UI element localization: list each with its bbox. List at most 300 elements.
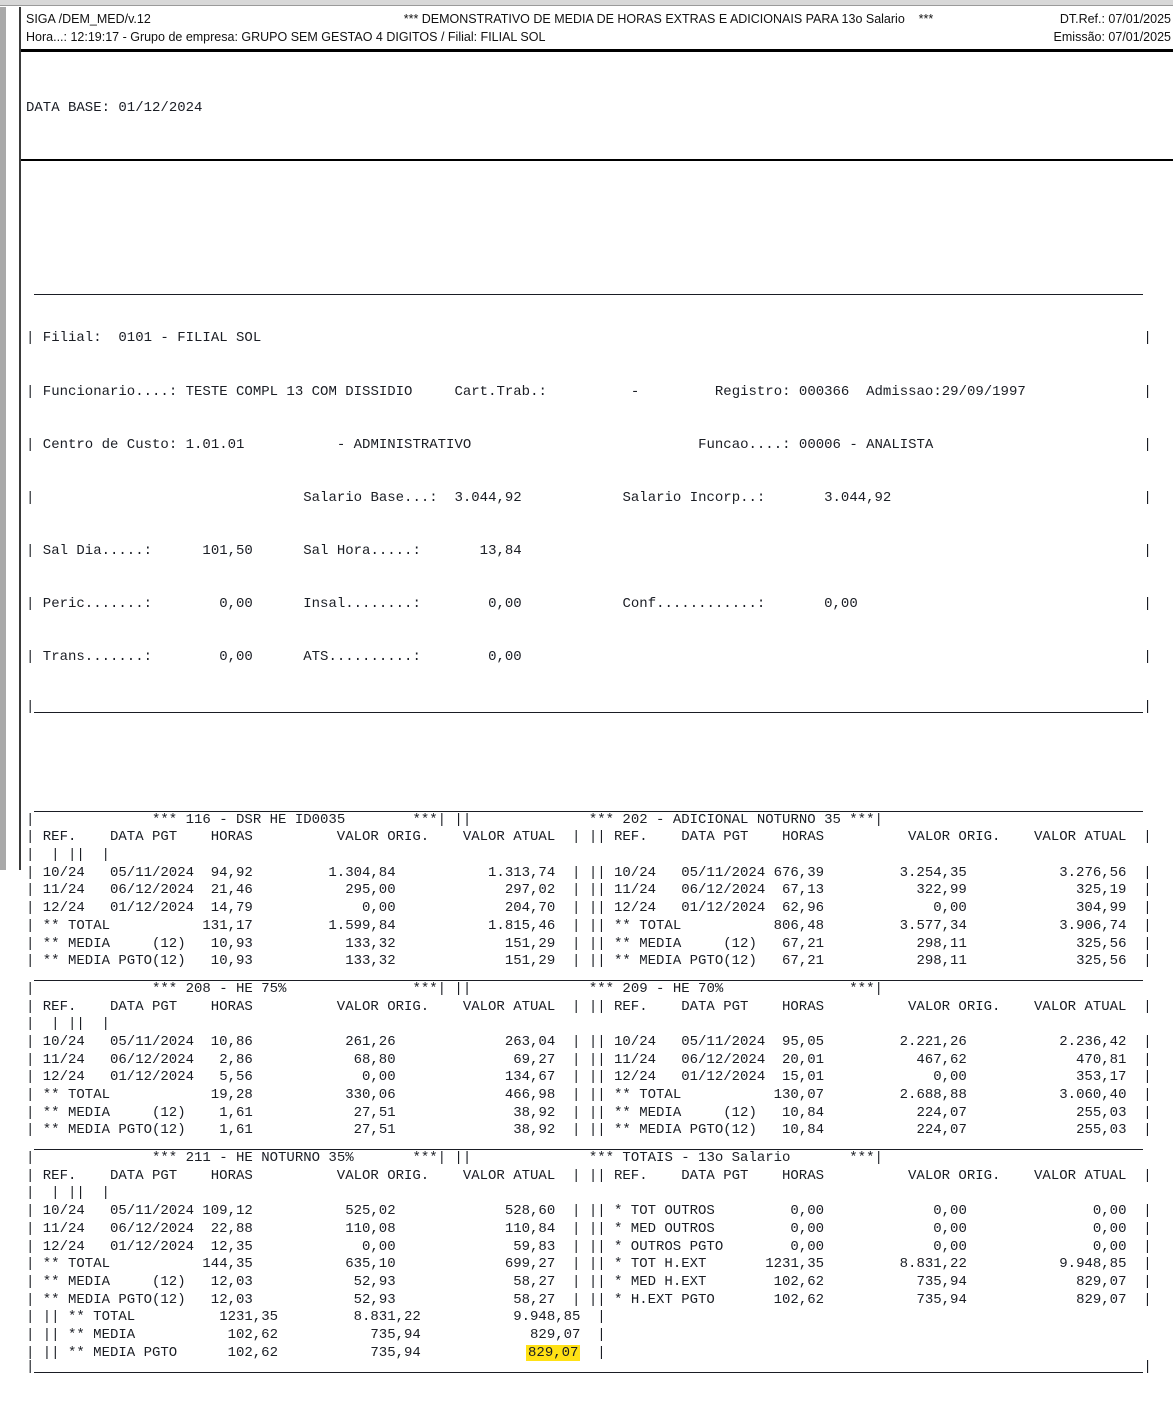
cell-ref: 10/24 <box>614 1033 657 1050</box>
filler <box>580 1309 597 1327</box>
col-header-ref: REF. <box>614 1167 648 1184</box>
cell-valor-orig: 133,32 <box>345 953 396 970</box>
cell-valor-atual: 9.948,85 <box>1059 1256 1127 1273</box>
table-row <box>26 1309 1152 1327</box>
cell-valor-orig: 3.577,34 <box>899 917 967 934</box>
panel-half <box>589 882 1152 900</box>
panel-border-pipe: | <box>1143 1238 1152 1255</box>
panel-border-pipe: | <box>26 1238 35 1255</box>
cell-horas: 10,93 <box>210 935 253 952</box>
panel-border-pipe: | <box>572 829 581 846</box>
highlighted-value: 829,07 <box>528 1344 579 1361</box>
filler <box>1126 918 1143 936</box>
panel-border-pipe: | <box>51 1016 60 1033</box>
cell-horas: 2,86 <box>219 1051 253 1068</box>
panel-border-pipe: | <box>51 847 60 864</box>
panel-border-pipe: | <box>26 1087 35 1104</box>
col-header-data-pgt: DATA PGT <box>110 829 178 846</box>
col-header-valor-atual: VALOR ATUAL <box>462 829 556 846</box>
filler <box>1126 1105 1143 1123</box>
panel-border-pipe: | <box>874 980 883 997</box>
title-pad <box>34 1150 152 1168</box>
cell-valor-atual: 325,19 <box>1076 882 1127 899</box>
panel-border-pipe: | <box>572 1033 581 1050</box>
panel-title-stars: *** <box>849 980 875 997</box>
panel-border-pipe: | <box>572 882 581 899</box>
table-row <box>26 1105 1152 1123</box>
panel-border-pipe: || <box>454 980 472 997</box>
panel-half <box>589 1087 1152 1105</box>
window-top-edge <box>0 0 1173 6</box>
cell-ref: 12/24 <box>614 900 657 917</box>
app-id: SIGA /DEM_MED/v.12 <box>26 12 151 26</box>
col-header-valor-atual: VALOR ATUAL <box>1034 998 1127 1015</box>
cell-valor-atual: 263,04 <box>504 1033 556 1050</box>
panel-half <box>589 1292 1152 1310</box>
col-header-valor-orig: VALOR ORIG. <box>908 829 1001 846</box>
cell-valor-orig: 110,08 <box>345 1220 396 1237</box>
panel-half <box>26 900 580 918</box>
cell-data-pgt: 05/11/2024 <box>681 1033 766 1050</box>
cell-horas: 0,00 <box>790 1238 825 1255</box>
rule-line <box>34 1362 1143 1373</box>
cell-valor-orig: 735,94 <box>916 1273 967 1290</box>
panel-border-pipe: | <box>437 1150 447 1167</box>
col-header-data-pgt: DATA PGT <box>681 829 749 846</box>
row-label: ** MEDIA (12) <box>42 1104 186 1121</box>
cell-valor-orig: 224,07 <box>916 1122 967 1139</box>
panel-border-pipe: | <box>26 1016 35 1033</box>
window-left-edge <box>0 7 6 870</box>
cell-data-pgt: 06/12/2024 <box>110 1051 195 1068</box>
cell-horas: 22,88 <box>210 1220 253 1237</box>
cell-valor-atual: 699,27 <box>504 1256 556 1273</box>
dt-ref: DT.Ref.: 07/01/2025 <box>1059 12 1171 26</box>
panel-border-pipe: | <box>437 980 447 997</box>
data-base-value: 01/12/2024 <box>118 100 203 117</box>
panel-border-pipe: | <box>597 1309 606 1326</box>
cell-data-pgt: 06/12/2024 <box>681 882 766 899</box>
filler <box>1126 1239 1143 1257</box>
panel-border-pipe: | <box>1143 1220 1152 1237</box>
panel-half <box>589 918 1152 936</box>
cell-valor-atual: 1.313,74 <box>488 864 556 881</box>
panel-half <box>26 1292 580 1310</box>
cell-horas: 0,00 <box>790 1203 825 1220</box>
panel-border-pipe: | <box>572 1220 581 1237</box>
cell-horas: 14,79 <box>210 900 253 917</box>
box-pipe: | <box>26 1359 35 1376</box>
cell-valor-orig: 295,00 <box>345 882 396 899</box>
panel-half <box>26 1150 446 1168</box>
filler <box>555 953 572 971</box>
filler <box>555 1203 572 1221</box>
panel-border-pipe: | <box>1143 1291 1152 1308</box>
data-base-rule <box>21 159 1173 161</box>
page-title: *** DEMONSTRATIVO DE MEDIA DE HORAS EXTRAS E ADICIONAIS PARA 13o Salario *** <box>403 12 934 26</box>
panel-border-pipe: || <box>588 953 606 970</box>
filler <box>580 999 588 1017</box>
box-pipe: | <box>1143 436 1152 453</box>
rule-line <box>34 702 1143 713</box>
report-bottom-rule <box>26 1359 1152 1376</box>
panel-border-pipe: | <box>572 900 581 917</box>
panel-half <box>589 865 1152 883</box>
panel-border-pipe: | <box>1143 1087 1152 1104</box>
cell-valor-orig: 525,02 <box>345 1203 396 1220</box>
cell-horas: 1,61 <box>219 1122 253 1139</box>
cell-valor-atual: 110,84 <box>504 1220 556 1237</box>
panel-half <box>589 1203 1152 1221</box>
panel-border-pipe: || <box>67 1016 85 1033</box>
cell-horas: 10,84 <box>782 1104 825 1121</box>
panel-border-pipe: | <box>26 1185 35 1202</box>
filler <box>1126 829 1143 847</box>
cell-data-pgt: 06/12/2024 <box>110 882 195 899</box>
panel-border-pipe: | <box>572 1256 581 1273</box>
row-label: ** MEDIA PGTO(12) <box>42 1122 186 1139</box>
panel-border-pipe: | <box>101 847 110 864</box>
panel-half <box>26 981 446 999</box>
panel-half <box>26 1239 580 1257</box>
col-header-ref: REF. <box>42 1167 77 1184</box>
panel-title-stars: *** <box>849 811 875 828</box>
panel-border-pipe: | <box>874 1150 883 1167</box>
panel-border-pipe: | <box>26 882 35 899</box>
cell-valor-orig: 2.221,26 <box>899 1033 967 1050</box>
cell-valor-atual: 0,00 <box>1092 1220 1127 1237</box>
table-row <box>26 918 1152 936</box>
cell-horas: 130,07 <box>773 1087 825 1104</box>
cell-valor-atual: 466,98 <box>504 1087 556 1104</box>
cell-horas: 94,92 <box>210 864 253 881</box>
panel-half <box>454 1150 882 1168</box>
cell-valor-orig: 735,94 <box>916 1291 967 1308</box>
panel-border-pipe: || <box>588 1291 606 1308</box>
panel-border-pipe: | <box>597 1344 606 1361</box>
panel-border-pipe: || <box>588 900 606 917</box>
panel-border-pipe: | <box>26 1167 35 1184</box>
filler <box>1126 1274 1143 1292</box>
box-pipe: | <box>1143 649 1152 666</box>
cell-valor-atual: 470,81 <box>1076 1051 1127 1068</box>
filler <box>34 1309 42 1327</box>
panel-half <box>26 953 580 971</box>
employee-box-bottom-rule <box>26 699 1152 716</box>
panel-border-pipe: | <box>26 847 35 864</box>
filler <box>1126 1087 1143 1105</box>
box-pipe: | <box>1143 489 1152 506</box>
filler <box>580 953 588 971</box>
panel-border-pipe: | <box>26 1256 35 1273</box>
cell-valor-orig: 27,51 <box>353 1122 396 1139</box>
panel-half <box>589 999 1152 1017</box>
panel-border-pipe: || <box>588 917 606 934</box>
panel-border-pipe: || <box>588 1238 606 1255</box>
panel-title-stars: *** <box>412 1150 438 1167</box>
panel-half <box>26 1168 580 1186</box>
cell-horas: 12,35 <box>210 1238 253 1255</box>
filler <box>60 1016 68 1034</box>
employee-line <box>26 596 1152 614</box>
panel-border-pipe: || <box>588 1273 606 1290</box>
row-label: ** TOTAL <box>614 1087 682 1104</box>
employee-info-box <box>26 254 1152 749</box>
panel-half <box>26 1052 580 1070</box>
panel-half <box>68 1185 110 1203</box>
row-label: ** TOTAL <box>42 1256 110 1273</box>
row-label: * H.EXT PGTO <box>614 1291 715 1308</box>
cell-data-pgt: 01/12/2024 <box>110 1069 195 1086</box>
box-pipe: | <box>26 436 35 453</box>
cell-ref: 10/24 <box>42 864 85 881</box>
cell-valor-atual: 204,70 <box>504 900 556 917</box>
panel-half <box>26 1309 34 1327</box>
panel-border-pipe: || <box>67 847 85 864</box>
panel-title-stars: *** <box>849 1150 875 1167</box>
cell-valor-atual: 69,27 <box>513 1051 556 1068</box>
panel-border-pipe: | <box>1143 829 1152 846</box>
cell-horas: 67,13 <box>782 882 825 899</box>
cell-data-pgt: 05/11/2024 <box>681 864 766 881</box>
filler <box>580 1087 588 1105</box>
panel-title: *** 209 - HE 70% <box>588 980 724 997</box>
panel-border-pipe: || <box>588 1203 606 1220</box>
panel-border-pipe: | <box>1143 1033 1152 1050</box>
panel-border-pipe: | <box>572 1051 581 1068</box>
filler <box>1126 1034 1143 1052</box>
panel-border-pipe: | <box>26 1273 35 1290</box>
filler <box>555 1274 572 1292</box>
box-pipe: | <box>26 595 35 612</box>
panel-border-pipe: | <box>101 1185 110 1202</box>
row-label: ** MEDIA PGTO(12) <box>614 1122 757 1139</box>
box-pipe: | <box>26 330 35 347</box>
panel-border-pipe: | <box>572 1273 581 1290</box>
panel-border-pipe: || <box>588 882 606 899</box>
cell-horas: 144,35 <box>202 1256 253 1273</box>
cell-horas: 102,62 <box>773 1273 825 1290</box>
employee-line <box>26 330 1152 348</box>
filler <box>580 1274 588 1292</box>
panel-border-pipe: | <box>1143 1104 1152 1121</box>
panel-border-pipe: || <box>588 1220 606 1237</box>
panel-half <box>68 1016 110 1034</box>
table-row <box>26 882 1152 900</box>
filler <box>555 1256 572 1274</box>
panel-half <box>26 1122 580 1140</box>
panel-half <box>589 1122 1152 1140</box>
filler <box>60 1185 68 1203</box>
employee-line <box>26 649 1152 667</box>
filler <box>1126 900 1143 918</box>
filler <box>446 812 454 830</box>
panel-border-pipe: || <box>588 1256 606 1273</box>
filler <box>580 900 588 918</box>
panel-half <box>26 1256 580 1274</box>
cell-valor-atual: 58,27 <box>513 1273 556 1290</box>
cell-valor-orig: 8.831,22 <box>353 1309 421 1326</box>
filler <box>555 1052 572 1070</box>
box-pipe: | <box>26 699 35 716</box>
filler <box>34 1327 42 1345</box>
cell-valor-orig: 3.254,35 <box>899 864 967 881</box>
data-base-label: DATA BASE: <box>26 100 111 117</box>
panel-half <box>26 812 446 830</box>
col-header-horas: HORAS <box>782 1167 825 1184</box>
cell-data-pgt: 06/12/2024 <box>681 1051 766 1068</box>
cell-valor-atual: 3.276,56 <box>1059 864 1127 881</box>
table-row <box>26 953 1152 971</box>
cell-horas: 10,86 <box>210 1033 253 1050</box>
filler <box>580 829 588 847</box>
table-structure-row <box>26 1016 1152 1034</box>
panel-border-pipe: | <box>1143 1256 1152 1273</box>
row-label: ** MEDIA PGTO(12) <box>42 1291 186 1308</box>
panel-border-pipe: | <box>26 829 35 846</box>
box-pipe: | <box>1143 1359 1152 1376</box>
panel-half <box>589 1239 1152 1257</box>
cell-ref: 11/24 <box>42 1220 85 1237</box>
panel-title: *** 211 - HE NOTURNO 35% <box>152 1150 354 1167</box>
box-pipe: | <box>26 489 35 506</box>
cell-valor-orig: 0,00 <box>933 1203 967 1220</box>
col-header-horas: HORAS <box>210 1167 253 1184</box>
panel-border-pipe: | <box>572 953 581 970</box>
panel-half <box>26 847 60 865</box>
panel-border-pipe: | <box>26 1309 35 1326</box>
panel-half <box>26 999 580 1017</box>
employee-centro-custo: Centro de Custo: 1.01.01 - ADMINISTRATIVO Funcao....: 00006 - ANALISTA <box>34 436 934 453</box>
panel-border-pipe: | <box>572 917 581 934</box>
filler <box>1126 1168 1143 1186</box>
cell-ref: 11/24 <box>42 882 85 899</box>
cell-valor-orig: 0,00 <box>933 1220 967 1237</box>
cell-valor-orig: 298,11 <box>916 953 967 970</box>
filler <box>1126 936 1143 954</box>
panel-border-pipe: || <box>67 1185 85 1202</box>
panel-title-stars: *** <box>412 980 438 997</box>
panel-border-pipe: | <box>26 811 35 828</box>
panel-border-pipe: | <box>26 1203 35 1220</box>
filler <box>580 1034 588 1052</box>
table-row <box>26 900 1152 918</box>
header-subtitle: Hora...: 12:19:17 - Grupo de empresa: GRUPO SEM GESTAO 4 DIGITOS / Filial: FILIAL SOL <box>26 30 546 44</box>
cell-valor-atual: 255,03 <box>1076 1104 1127 1121</box>
filler <box>580 1069 588 1087</box>
panel-border-pipe: | <box>1143 917 1152 934</box>
cell-valor-atual: 528,60 <box>504 1203 556 1220</box>
panel-border-pipe: | <box>1143 1273 1152 1290</box>
cell-ref: 12/24 <box>614 1069 657 1086</box>
cell-horas: 67,21 <box>782 953 825 970</box>
cell-valor-atual: 2.236,42 <box>1059 1033 1127 1050</box>
cell-valor-orig: 224,07 <box>916 1104 967 1121</box>
filler <box>1126 1292 1143 1310</box>
cell-valor-atual: 58,27 <box>513 1291 556 1308</box>
col-header-ref: REF. <box>614 998 648 1015</box>
panel-half <box>454 812 882 830</box>
filler <box>1126 882 1143 900</box>
panel-border-pipe: | <box>26 1326 35 1343</box>
cell-valor-atual <box>421 1345 581 1363</box>
panel-border-pipe: | <box>1143 1203 1152 1220</box>
panel-border-pipe: | <box>26 980 35 997</box>
table-row <box>26 1292 1152 1310</box>
cell-valor-atual: 297,02 <box>504 882 556 899</box>
table-row <box>26 1087 1152 1105</box>
panel-half <box>26 1105 580 1123</box>
row-label: * TOT OUTROS <box>614 1203 715 1220</box>
box-pipe: | <box>1143 699 1152 716</box>
filler <box>555 918 572 936</box>
filler <box>555 1122 572 1140</box>
panel-border-pipe: || <box>588 1122 606 1139</box>
cell-valor-atual: 829,07 <box>1076 1273 1127 1290</box>
row-label: ** MEDIA PGTO(12) <box>614 953 757 970</box>
cell-horas: 806,48 <box>773 917 825 934</box>
employee-line <box>26 490 1152 508</box>
cell-data-pgt: 01/12/2024 <box>110 1238 195 1255</box>
col-header-ref: REF. <box>42 998 77 1015</box>
panel-border-pipe: || <box>42 1344 60 1361</box>
col-header-horas: HORAS <box>210 829 253 846</box>
filler <box>580 1203 588 1221</box>
cell-data-pgt: 01/12/2024 <box>681 900 766 917</box>
cell-valor-atual: 829,07 <box>530 1326 581 1343</box>
panel-half <box>589 1105 1152 1123</box>
panel-border-pipe: || <box>588 1167 606 1184</box>
panel-half <box>589 1034 1152 1052</box>
box-pipe: | <box>1143 330 1152 347</box>
panel-border-pipe: | <box>26 953 35 970</box>
cell-valor-atual: 1.815,46 <box>488 917 556 934</box>
panel-half <box>26 936 580 954</box>
table-row <box>26 936 1152 954</box>
panel-border-pipe: | <box>1143 1051 1152 1068</box>
cell-valor-orig: 0,00 <box>933 1238 967 1255</box>
row-label: ** TOTAL <box>42 1087 110 1104</box>
employee-line <box>26 384 1152 402</box>
filler <box>1126 1069 1143 1087</box>
panel-half <box>26 1069 580 1087</box>
header-spacer <box>545 28 1011 46</box>
cell-data-pgt: 05/11/2024 <box>110 1203 195 1220</box>
col-header-horas: HORAS <box>210 998 253 1015</box>
col-header-valor-orig: VALOR ORIG. <box>908 998 1001 1015</box>
filler <box>60 847 68 865</box>
panel-border-pipe: || <box>454 1150 472 1167</box>
cell-horas: 19,28 <box>210 1087 253 1104</box>
row-label: * MED H.EXT <box>614 1273 707 1290</box>
cell-horas: 5,56 <box>219 1069 253 1086</box>
row-label: * TOT H.EXT <box>614 1256 707 1273</box>
cell-valor-orig: 261,26 <box>345 1033 396 1050</box>
panel-title-stars: *** <box>412 811 438 828</box>
cell-valor-atual: 151,29 <box>504 935 556 952</box>
panel-half <box>589 953 1152 971</box>
filler <box>555 1105 572 1123</box>
title-pad <box>34 812 152 830</box>
panel-border-pipe: | <box>1143 1122 1152 1139</box>
filler <box>580 1221 588 1239</box>
cell-ref: 11/24 <box>42 1051 85 1068</box>
cell-valor-orig: 635,10 <box>345 1256 396 1273</box>
col-header-valor-orig: VALOR ORIG. <box>336 829 430 846</box>
filler <box>580 918 588 936</box>
cell-valor-atual: 9.948,85 <box>513 1309 581 1326</box>
cell-valor-atual: 38,92 <box>513 1122 556 1139</box>
